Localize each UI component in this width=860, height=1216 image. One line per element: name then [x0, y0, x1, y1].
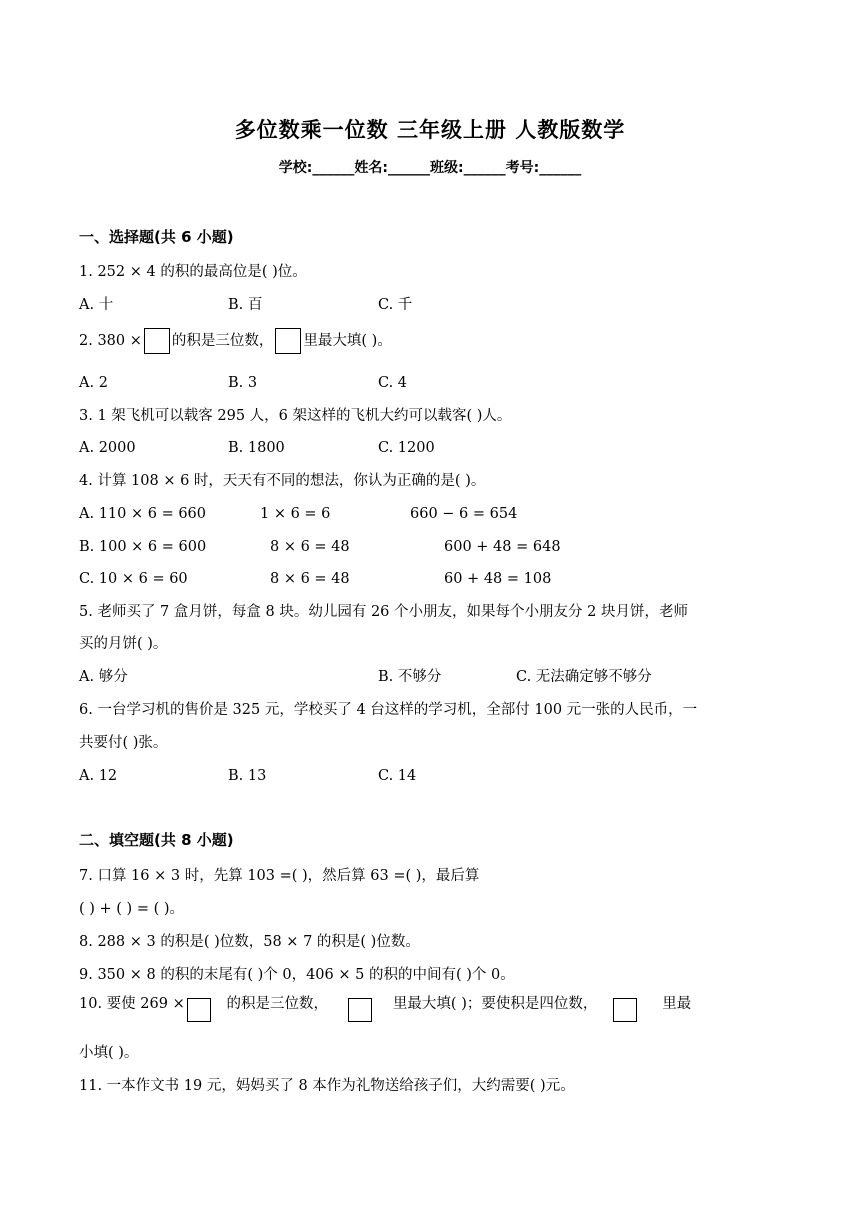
q5-option-b: B. 不够分: [378, 669, 442, 685]
q6-option-a: A. 12: [79, 768, 118, 784]
q1-option-c: C. 千: [378, 297, 413, 313]
question-10-line-1: [79, 992, 691, 1016]
question-7-line-1: 7. 口算 16 × 3 时，先算 103 =( )，然后算 63 =( )，最后算: [79, 868, 480, 884]
question-9: 9. 350 × 8 的积的末尾有( )个 0，406 × 5 的积的中间有( )个 0。: [79, 967, 515, 983]
q5-option-a: A. 够分: [79, 669, 128, 685]
question-11: 11. 一本作文书 19 元，妈妈买了 8 本作为礼物送给孩子们，大约需要( )元。: [79, 1078, 575, 1094]
q4-option-c-step1: C. 10 × 6 = 60: [79, 571, 188, 587]
q3-option-a: A. 2000: [79, 440, 136, 456]
q10-part-4: 里最: [662, 996, 692, 1012]
q1-option-a: A. 十: [79, 297, 114, 313]
q2-option-a: A. 2: [79, 375, 108, 391]
question-3: 3. 1 架飞机可以载客 295 人，6 架这样的飞机大约可以载客( )人。: [79, 408, 512, 424]
q4-option-a-step3: 660 − 6 = 654: [410, 506, 518, 522]
question-4: 4. 计算 108 × 6 时，天天有不同的想法，你认为正确的是( )。: [79, 473, 486, 489]
q4-option-b-step1: B. 100 × 6 = 600: [79, 539, 207, 555]
question-1: 1. 252 × 4 的积的最高位是( )位。: [79, 264, 307, 280]
q2-option-c: C. 4: [378, 375, 408, 391]
student-info-line: 学校:______姓名:______班级:______考号:______: [278, 160, 582, 176]
q1-option-b: B. 百: [228, 297, 263, 313]
question-8: 8. 288 × 3 的积是( )位数，58 × 7 的积是( )位数。: [79, 934, 420, 950]
q10-part-1: 10. 要使 269 ×: [79, 996, 185, 1012]
q4-option-a-step2: 1 × 6 = 6: [260, 506, 331, 522]
q3-option-c: C. 1200: [378, 440, 435, 456]
question-10-line-2: 小填( )。: [79, 1045, 139, 1061]
section-multiple-choice: 一、选择题(共 6 小题): [79, 228, 234, 246]
q4-option-b-step2: 8 × 6 = 48: [270, 539, 350, 555]
question-7-line-2: ( ) + ( ) = ( )。: [79, 901, 185, 917]
q4-option-b-step3: 600 + 48 = 648: [444, 539, 561, 555]
q10-part-2: 的积是三位数，: [226, 996, 329, 1012]
q4-option-a-step1: A. 110 × 6 = 660: [79, 506, 207, 522]
q3-option-b: B. 1800: [228, 440, 285, 456]
q6-option-b: B. 13: [228, 768, 267, 784]
q2-prefix: 2. 380 ×: [79, 333, 142, 349]
answer-box: [144, 328, 170, 354]
question-2: [79, 328, 392, 354]
section-fill-in-blank: 二、填空题(共 8 小题): [79, 831, 234, 849]
question-5-line-2: 买的月饼( )。: [79, 636, 168, 652]
q2-suffix: 里最大填( )。: [303, 333, 392, 349]
q10-part-3: 里最大填( )；要使积是四位数，: [392, 996, 598, 1012]
q4-option-c-step3: 60 + 48 = 108: [444, 571, 552, 587]
answer-box: [348, 998, 372, 1022]
page-title: 多位数乘一位数 三年级上册 人教版数学: [234, 118, 626, 142]
q2-option-b: B. 3: [228, 375, 258, 391]
q6-option-c: C. 14: [378, 768, 417, 784]
answer-box: [187, 998, 211, 1022]
q2-middle: 的积是三位数，: [171, 333, 274, 349]
q4-option-c-step2: 8 × 6 = 48: [270, 571, 350, 587]
answer-box: [275, 328, 301, 354]
q5-option-c: C. 无法确定够不够分: [516, 669, 652, 685]
question-6-line-2: 共要付( )张。: [79, 735, 168, 751]
question-5-line-1: 5. 老师买了 7 盒月饼，每盒 8 块。幼儿园有 26 个小朋友，如果每个小朋友分 2 块月饼，老师: [79, 604, 688, 620]
answer-box: [613, 998, 637, 1022]
question-6-line-1: 6. 一台学习机的售价是 325 元，学校买了 4 台这样的学习机，全部付 100 元一张的人民币，一: [79, 702, 698, 718]
